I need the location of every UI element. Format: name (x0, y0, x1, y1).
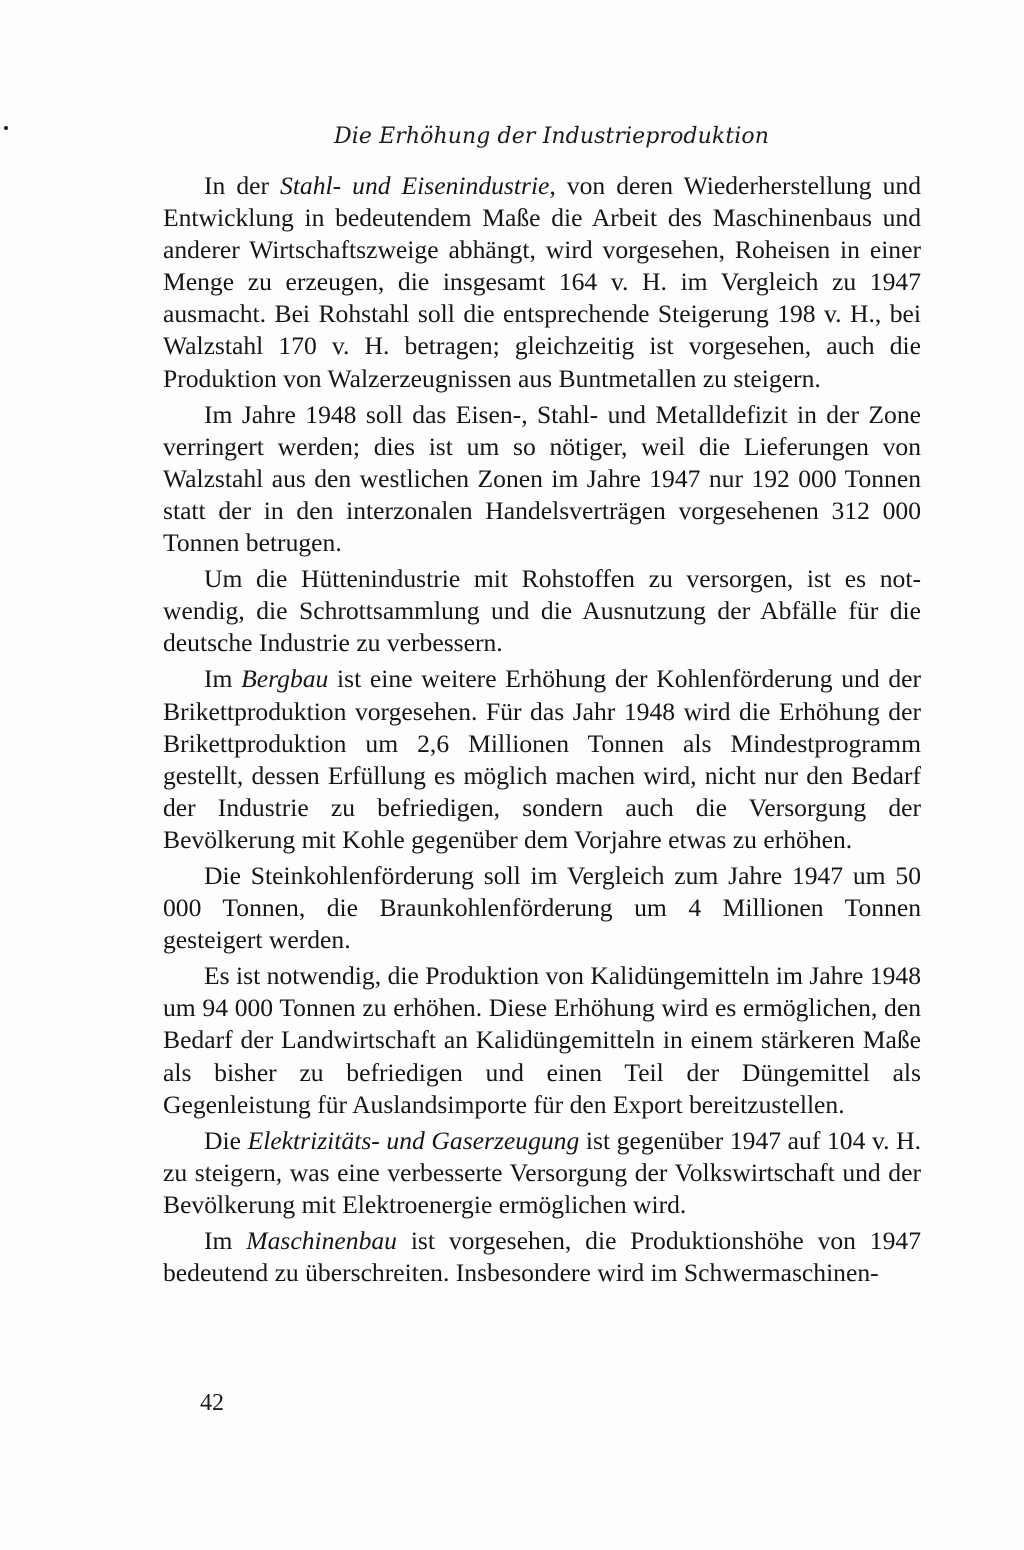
paragraph-text: ist gegenüber 1947 auf 104 v. H. zu steigern, was eine verbesserte Versorgung der Volkswirtschaft und der Bevölkerung mit Elektroenergie ermöglichen wird. (163, 1125, 921, 1219)
paragraph (163, 170, 921, 395)
paragraph (163, 860, 921, 956)
paragraph (163, 1125, 921, 1221)
paragraph-text: Im (204, 1226, 247, 1255)
paragraph-text: Um die Hüttenindustrie mit Rohstoffen zu versorgen, ist es notwendig, die Schrottsammlung und die Ausnutzung der Abfälle für die deutsche Industrie zu verbessern. (163, 564, 921, 658)
paragraph-text: In der (204, 171, 281, 200)
paragraph-text: Im (204, 664, 242, 694)
paragraph (163, 399, 921, 559)
paragraph-text: Es ist notwendig, die Produktion von Kalidüngemitteln im Jahre 1948 um 94 000 Tonnen zu erhöhen. Diese Erhöhung wird es ermöglichen, den Bedarf der Landwirtschaft an Kalidüngemitteln in einem stärkeren Maße als bisher zu befriedigen und einen Teil der Düngemittel als Gegenleistung für Auslandsimporte für den Export bereitzustellen. (163, 961, 921, 1119)
emphasized-term: Stahl- und Eisenindustrie, (280, 171, 556, 200)
paragraph-text: ist vorgesehen, die Produktionshöhe von 1947 bedeutend zu überschreiten. Insbesondere wird im Schwermaschinen- (163, 1226, 921, 1288)
paragraph-text: Die Steinkohlenförderung soll im Vergleich zum Jahre 1947 um 50 000 Tonnen, die Braunkohlenförderung um 4 Millionen Tonnen gesteigert werden. (163, 860, 921, 955)
paragraph (163, 960, 921, 1120)
paragraph-text: ist eine weitere Erhöhung der Kohlenförderung und der Brikettproduktion vorgesehen. Für das Jahr 1948 wird die Erhöhung der Brikettproduktion um 2,6 Millionen Tonnen als Mindestprogramm gestellt, dessen Erfüllung es möglich machen wird, nicht nur den Bedarf der Industrie zu befriedigen, sondern auch die Versorgung der Bevölkerung mit Kohle gegenüber dem Vorjahre etwas zu erhöhen. (163, 664, 921, 854)
emphasized-term: Bergbau (241, 664, 329, 694)
page-heading: Die Erhöhung der Industrieproduktion (334, 124, 770, 149)
emphasized-term: Elektrizitäts- und Gaserzeugung (247, 1125, 580, 1155)
paragraph-text: Die (204, 1125, 248, 1155)
paragraph-text: von deren Wiederherstellung und Entwicklung in bedeutendem Maße die Arbeit des Maschinenbaus und anderer Wirtschaftszweige abhängt, wird vorgesehen, Roheisen in einer Menge zu erzeugen, die insgesamt 164 v. H. im Vergleich zu 1947 ausmacht. Bei Rohstahl soll die entsprechende Steigerung 198 v. H., bei Walzstahl 170 v. H. betragen; gleichzeitig ist vorgesehen, auch die Produktion von Walzerzeugnissen aus Buntmetallen zu steigern. (163, 171, 921, 393)
body-text (163, 170, 921, 1293)
paragraph-text: Im Jahre 1948 soll das Eisen-, Stahl- und Metalldefizit in der Zone verringert werden; dies ist um so nötiger, weil die Lieferungen von Walzstahl aus den westlichen Zonen im Jahre 1947 nur 192 000 Tonnen statt der in den interzonalen Handelsverträgen vorgesehenen 312 000 Tonnen betrugen. (163, 399, 921, 558)
emphasized-term: Maschinenbau (246, 1226, 397, 1255)
paragraph (163, 563, 921, 659)
page-number: 42 (200, 1390, 224, 1416)
paragraph (163, 1225, 921, 1289)
paragraph (163, 663, 921, 856)
scan-speck (4, 126, 8, 130)
